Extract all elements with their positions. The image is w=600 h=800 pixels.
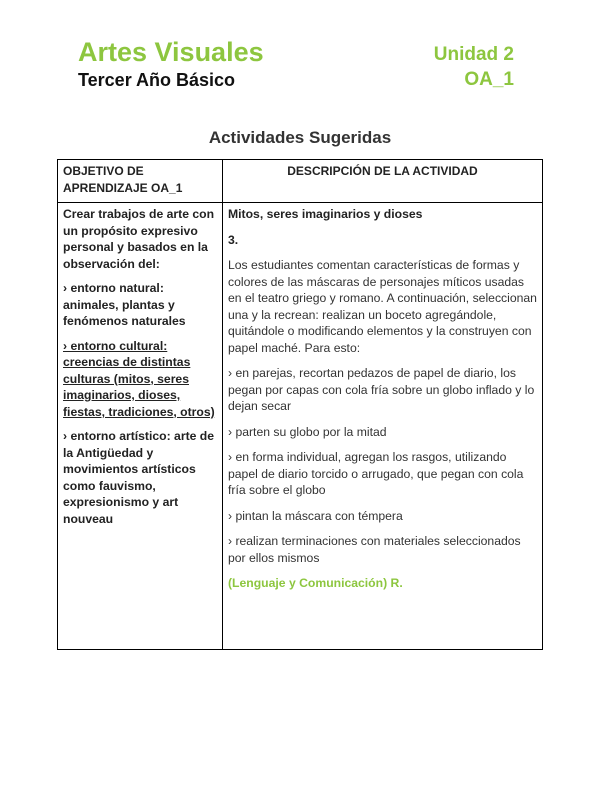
table-header-row	[58, 160, 543, 203]
header-left	[78, 36, 264, 91]
grade-level: Tercer Año Básico	[78, 70, 236, 90]
objective-item-artistic: › entorno artístico: arte de la Antigüedad y movimientos artísticos como fauvismo, expresionismo y art nouveau	[63, 429, 215, 526]
subject-title: Artes Visuales	[78, 37, 264, 67]
description-cell	[223, 203, 543, 650]
header-right	[434, 44, 514, 91]
section-title: Actividades Sugeridas	[208, 128, 392, 147]
activity-table	[57, 159, 543, 650]
description-header: DESCRIPCIÓN DE LA ACTIVIDAD	[223, 160, 543, 203]
objective-item-natural: › entorno natural: animales, plantas y fenómenos naturales	[63, 281, 186, 328]
activity-step: › parten su globo por la mitad	[228, 424, 387, 439]
cross-reference: (Lenguaje y Comunicación) R.	[228, 576, 403, 590]
objective-intro: Crear trabajos de arte con un propósito expresivo personal y basados en la observación del:	[63, 207, 215, 271]
oa-code: OA_1	[464, 69, 514, 90]
objective-cell	[58, 203, 223, 650]
objective-item-cultural: › entorno cultural: creencias de distintas culturas (mitos, seres imaginarios, dioses, fiestas, tradiciones, otros)	[63, 338, 215, 419]
table-row	[58, 203, 543, 650]
activity-step: › pintan la máscara con témpera	[228, 508, 403, 523]
activity-step: › en parejas, recortan pedazos de papel de diario, los pegan por capas con cola fría sobre un globo inflado y lo dejan secar	[228, 366, 535, 413]
activity-step: › en forma individual, agregan los rasgos, utilizando papel de diario torcido o arrugado, que pegan con cola fría sobre el globo	[228, 450, 524, 497]
activity-description: Los estudiantes comentan características de formas y colores de las máscaras de personajes míticos usadas en el teatro griego y romano. A continuación, seleccionan una y la recrean: realizan un boceto agregándole, quitándole o modificando elementos y la construyen con papel maché. Para esto:	[228, 258, 537, 355]
objective-header: OBJETIVO DE APRENDIZAJE OA_1	[58, 160, 223, 203]
unit-label: Unidad 2	[433, 44, 514, 65]
activity-title: Mitos, seres imaginarios y dioses	[228, 207, 423, 221]
activity-step: › realizan terminaciones con materiales seleccionados por ellos mismos	[228, 534, 521, 565]
activity-number: 3.	[228, 232, 239, 247]
